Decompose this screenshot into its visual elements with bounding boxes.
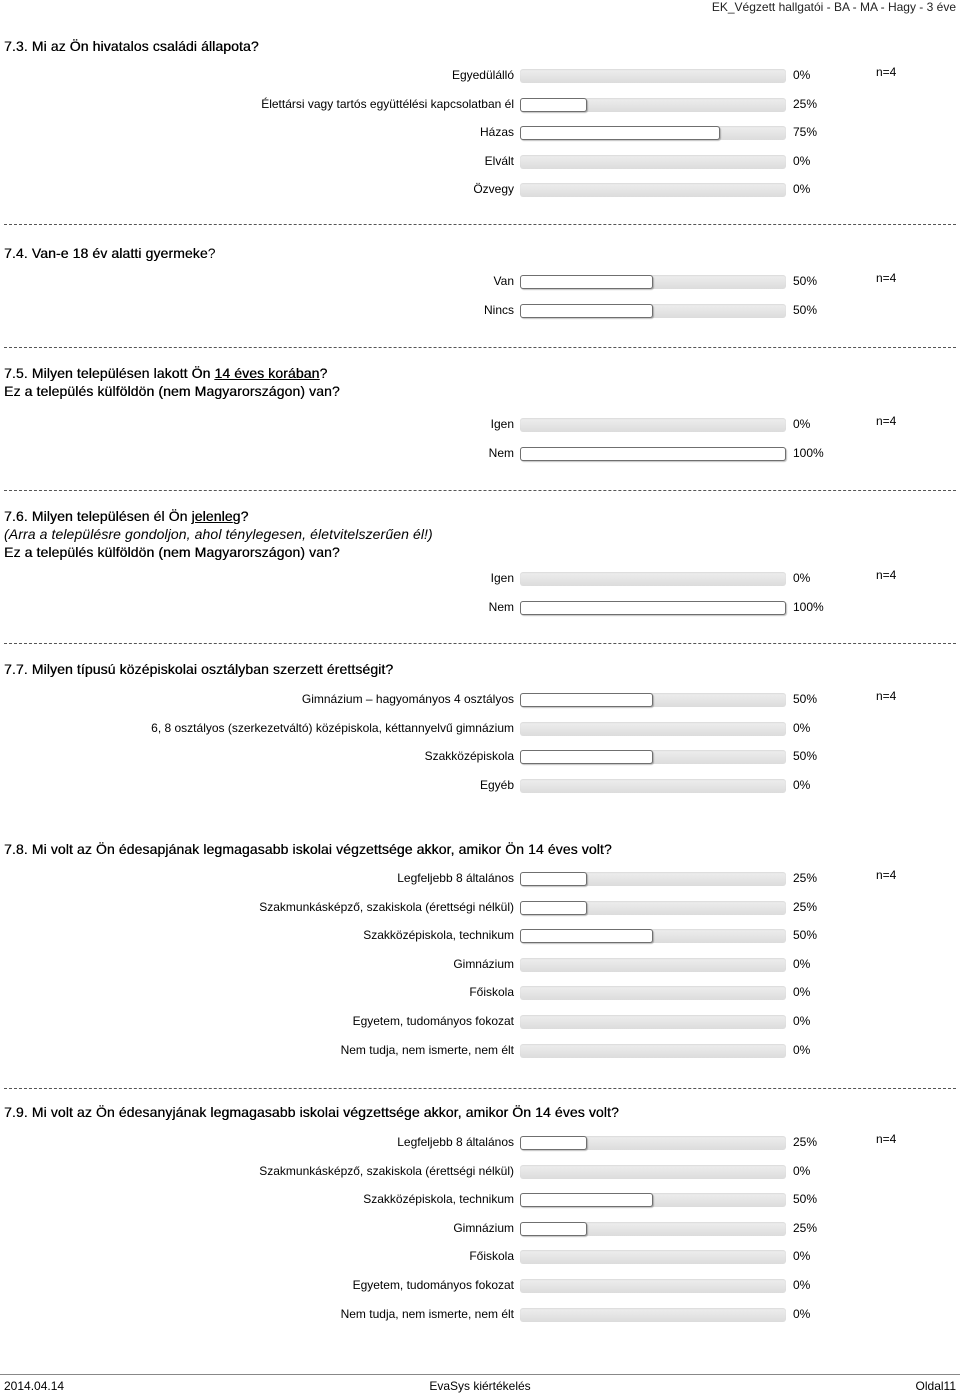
answer-percentage: 0% — [793, 1278, 811, 1292]
question-title-text: ? — [240, 508, 249, 524]
answer-label: Főiskola — [469, 985, 514, 999]
question-title-text: (Arra a településre gondoljon, ahol ténylegesen, életvitelszerűen él!) — [4, 526, 433, 542]
answer-percentage: 25% — [793, 97, 818, 111]
answer-row — [0, 954, 960, 976]
answer-percentage: 25% — [793, 871, 818, 885]
question-title-line — [4, 543, 433, 561]
answer-row — [0, 1132, 960, 1154]
answer-row — [0, 1275, 960, 1297]
answer-bar-fill — [520, 872, 587, 886]
answer-label: Van — [493, 274, 514, 288]
answer-percentage: 0% — [793, 154, 811, 168]
answer-percentage: 0% — [793, 985, 811, 999]
footer-system: EvaSys kiértékelés — [429, 1379, 531, 1393]
question-title-text: ? — [207, 245, 216, 261]
answer-bar-track — [520, 572, 786, 586]
page-footer — [0, 1379, 960, 1395]
answer-row — [0, 568, 960, 590]
answer-label: Szakközépiskola, technikum — [363, 928, 514, 942]
question-title — [4, 507, 433, 561]
answer-label: Özvegy — [473, 182, 514, 196]
answer-percentage: 0% — [793, 1014, 811, 1028]
answer-bar-track — [520, 1193, 786, 1207]
answer-bar-track — [520, 929, 786, 943]
answer-bar-fill — [520, 1193, 653, 1207]
answer-label: Szakközépiskola, technikum — [363, 1192, 514, 1206]
answer-label: Gimnázium — [453, 957, 514, 971]
answer-bar-track — [520, 750, 786, 764]
answer-bar-track — [520, 126, 786, 140]
section-divider — [4, 224, 956, 225]
answer-bar-track — [520, 1222, 786, 1236]
answer-label: Nincs — [483, 303, 514, 317]
answer-bar-track — [520, 901, 786, 915]
answer-percentage: 75% — [793, 125, 818, 139]
answer-label: Nem tudja, nem ismerte, nem élt — [340, 1043, 514, 1057]
answer-row — [0, 1246, 960, 1268]
answer-bar-track — [520, 447, 786, 461]
question-title-line — [4, 525, 433, 543]
answer-row — [0, 925, 960, 947]
answer-label: Nem — [488, 446, 514, 460]
answer-row — [0, 718, 960, 740]
answer-label: Házas — [479, 125, 514, 139]
question-title-text: 7.3. Mi az Ön hivatalos családi állapota? — [4, 38, 259, 54]
question-title — [4, 1103, 619, 1121]
answer-label: Gimnázium – hagyományos 4 osztályos — [301, 692, 514, 706]
question-title-text: jelenleg — [191, 508, 241, 524]
answer-row — [0, 1218, 960, 1240]
answer-percentage: 25% — [793, 1221, 818, 1235]
answer-row — [0, 151, 960, 173]
answer-row — [0, 271, 960, 293]
answer-label: Legfeljebb 8 általános — [397, 1135, 514, 1149]
sample-size-label: n=4 — [876, 868, 897, 882]
answer-bar-track — [520, 275, 786, 289]
sample-size-label: n=4 — [876, 414, 897, 428]
answer-row — [0, 1304, 960, 1326]
sample-size-label: n=4 — [876, 65, 897, 79]
answer-row — [0, 1040, 960, 1062]
answer-percentage: 0% — [793, 1307, 811, 1321]
answer-percentage: 50% — [793, 928, 818, 942]
question-title-text: 14 éves korában — [214, 365, 320, 381]
answer-bar-fill — [520, 601, 786, 615]
report-header-title: EK_Végzett hallgatói - BA - MA - Hagy - 3 éve — [711, 0, 956, 14]
question-title-text: ? — [319, 365, 328, 381]
answer-bar-fill — [520, 447, 786, 461]
answer-percentage: 25% — [793, 1135, 818, 1149]
answer-label: Egyedülálló — [451, 68, 514, 82]
answer-percentage: 0% — [793, 1249, 811, 1263]
answer-label: Nem — [488, 600, 514, 614]
answer-label: Gimnázium — [453, 1221, 514, 1235]
answer-percentage: 0% — [793, 778, 811, 792]
answer-bar-track — [520, 69, 786, 83]
question-title — [4, 37, 259, 55]
question-title — [4, 840, 612, 858]
question-title-text: 7.9. Mi volt az Ön édesanyjának legmagasabb iskolai végzettsége akkor, amikor Ön 14 éves volt? — [4, 1104, 619, 1120]
answer-row — [0, 775, 960, 797]
answer-row — [0, 414, 960, 436]
answer-label: Élettársi vagy tartós együttélési kapcsolatban él — [261, 97, 514, 111]
section-divider — [4, 643, 956, 644]
answer-row — [0, 443, 960, 465]
answer-label: Szakközépiskola — [424, 749, 514, 763]
answer-bar-fill — [520, 1222, 587, 1236]
answer-bar-fill — [520, 126, 720, 140]
question-title-text: Ez a település külföldön (nem Magyarországon) van? — [4, 544, 340, 560]
question-title-text: 7.8. Mi volt az Ön édesapjának legmagasabb iskolai végzettsége akkor, amikor Ön 14 éves volt? — [4, 841, 612, 857]
answer-bar-track — [520, 693, 786, 707]
answer-percentage: 0% — [793, 957, 811, 971]
answer-bar-track — [520, 722, 786, 736]
answer-label: Főiskola — [469, 1249, 514, 1263]
answer-bar-fill — [520, 929, 653, 943]
answer-bar-track — [520, 304, 786, 318]
answer-label: Nem tudja, nem ismerte, nem élt — [340, 1307, 514, 1321]
answer-percentage: 0% — [793, 721, 811, 735]
answer-bar-fill — [520, 901, 587, 915]
answer-bar-track — [520, 958, 786, 972]
question-title-line — [4, 382, 340, 400]
question-title — [4, 364, 340, 400]
question-title-line — [4, 840, 612, 858]
answer-row — [0, 897, 960, 919]
answer-label: Elvált — [484, 154, 514, 168]
footer-date: 2014.04.14 — [4, 1379, 65, 1393]
section-divider — [4, 1088, 956, 1089]
footer-page-number: Oldal11 — [915, 1379, 956, 1393]
question-title-line — [4, 507, 433, 525]
question-title-text: 7.5. Milyen településen lakott Ön — [4, 365, 215, 381]
question-title-text: 7.7. Milyen típusú középiskolai osztályban szerzett érettségit? — [4, 661, 394, 677]
answer-bar-track — [520, 1165, 786, 1179]
answer-percentage: 100% — [793, 600, 824, 614]
answer-bar-fill — [520, 304, 653, 318]
answer-bar-track — [520, 1044, 786, 1058]
answer-bar-track — [520, 1279, 786, 1293]
sample-size-label: n=4 — [876, 1132, 897, 1146]
answer-bar-track — [520, 98, 786, 112]
question-title-line — [4, 660, 393, 678]
answer-bar-fill — [520, 1136, 587, 1150]
answer-bar-fill — [520, 750, 653, 764]
answer-bar-fill — [520, 693, 653, 707]
question-title-line — [4, 364, 340, 382]
question-title-line — [4, 244, 216, 262]
answer-row — [0, 746, 960, 768]
answer-percentage: 0% — [793, 68, 811, 82]
answer-row — [0, 65, 960, 87]
answer-bar-fill — [520, 98, 587, 112]
question-title-text: Ez a település külföldön (nem Magyarországon) van? — [4, 383, 340, 399]
answer-bar-fill — [520, 275, 653, 289]
answer-bar-track — [520, 418, 786, 432]
answer-row — [0, 122, 960, 144]
answer-bar-track — [520, 1308, 786, 1322]
answer-label: 6, 8 osztályos (szerkezetváltó) középiskola, kéttannyelvű gimnázium — [151, 721, 514, 735]
answer-bar-track — [520, 155, 786, 169]
answer-percentage: 0% — [793, 1164, 811, 1178]
answer-bar-track — [520, 1250, 786, 1264]
answer-label: Igen — [490, 417, 514, 431]
answer-row — [0, 868, 960, 890]
answer-percentage: 50% — [793, 274, 818, 288]
answer-percentage: 50% — [793, 303, 818, 317]
sample-size-label: n=4 — [876, 689, 897, 703]
answer-row — [0, 179, 960, 201]
answer-bar-track — [520, 986, 786, 1000]
section-divider — [4, 490, 956, 491]
question-title — [4, 660, 393, 678]
question-title-text: 7.4. Van-e 18 év alatti gyermeke — [4, 245, 208, 261]
answer-percentage: 50% — [793, 1192, 818, 1206]
sample-size-label: n=4 — [876, 271, 897, 285]
answer-label: Igen — [490, 571, 514, 585]
question-title-line — [4, 1103, 619, 1121]
sample-size-label: n=4 — [876, 568, 897, 582]
answer-label: Egyéb — [479, 778, 514, 792]
answer-row — [0, 982, 960, 1004]
answer-bar-track — [520, 1015, 786, 1029]
answer-row — [0, 1189, 960, 1211]
answer-label: Szakmunkásképző, szakiskola (érettségi nélkül) — [259, 900, 514, 914]
answer-row — [0, 1161, 960, 1183]
answer-bar-track — [520, 1136, 786, 1150]
section-divider — [4, 347, 956, 348]
answer-percentage: 50% — [793, 692, 818, 706]
question-title-line — [4, 37, 259, 55]
answer-row — [0, 1011, 960, 1033]
answer-bar-track — [520, 872, 786, 886]
answer-bar-track — [520, 779, 786, 793]
answer-percentage: 0% — [793, 571, 811, 585]
answer-bar-track — [520, 183, 786, 197]
answer-label: Legfeljebb 8 általános — [397, 871, 514, 885]
answer-row — [0, 300, 960, 322]
answer-label: Egyetem, tudományos fokozat — [352, 1014, 514, 1028]
answer-percentage: 0% — [793, 417, 811, 431]
question-title — [4, 244, 216, 262]
answer-row — [0, 689, 960, 711]
answer-percentage: 25% — [793, 900, 818, 914]
question-title-text: 7.6. Milyen településen él Ön — [4, 508, 192, 524]
answer-label: Egyetem, tudományos fokozat — [352, 1278, 514, 1292]
answer-percentage: 50% — [793, 749, 818, 763]
answer-bar-track — [520, 601, 786, 615]
footer-divider — [0, 1374, 960, 1375]
answer-percentage: 100% — [793, 446, 824, 460]
answer-percentage: 0% — [793, 182, 811, 196]
answer-label: Szakmunkásképző, szakiskola (érettségi nélkül) — [259, 1164, 514, 1178]
answer-percentage: 0% — [793, 1043, 811, 1057]
answer-row — [0, 597, 960, 619]
answer-row — [0, 94, 960, 116]
